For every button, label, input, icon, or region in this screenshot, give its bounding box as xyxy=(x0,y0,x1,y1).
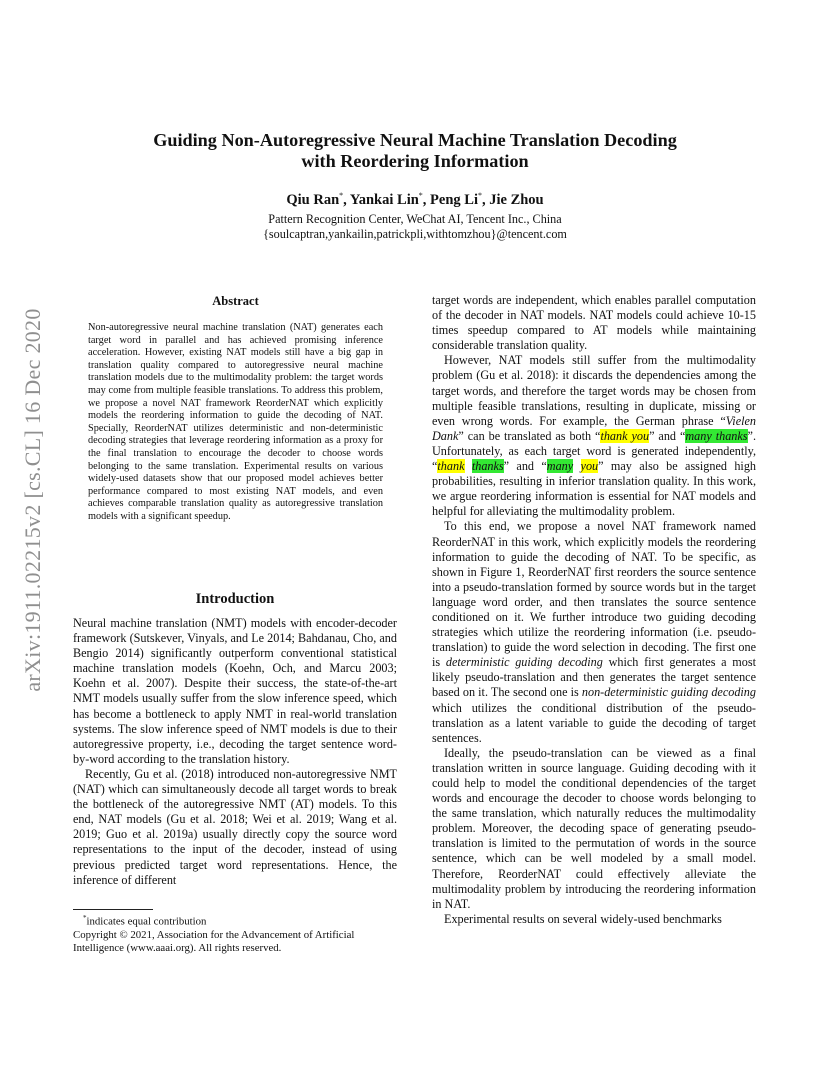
paragraph: Ideally, the pseudo-translation can be viewed as a final translation written in source language. Guiding decoding with it could help to model the conditional dependencies of the target words and encourage the decoder to choose words belonging to the same translation, which naturally reduces the multimodality problem. Moreover, the decoding space of generating pseudo-translation is limited to the permutation of words in the source sentence, which can be well modeled by a small model. Therefore, ReorderNAT could effectively alleviate the multimodality problem by introducing the reordering information in NAT. xyxy=(432,745,756,911)
emphasis: non-deterministic guiding decoding xyxy=(581,685,756,700)
german-phrase: Vielen Dank xyxy=(432,413,756,443)
abstract-heading: Abstract xyxy=(212,294,259,308)
author-name: Qiu Ran xyxy=(286,191,340,208)
author-name: Peng Li xyxy=(430,191,478,208)
affiliation: Pattern Recognition Center, WeChat AI, Tencent Inc., China xyxy=(268,212,562,226)
author-list: Qiu Ran*, Yankai Lin*, Peng Li*, Jie Zhou xyxy=(286,191,544,208)
abstract-text: Non-autoregressive neural machine translation (NAT) generates each target word in parallel and has achieved promising inference acceleration. However, existing NAT models still have a big gap in translation quality compared to autoregressive neural machine translation models due to the multimodality problem: the target words may come from multiple feasible translations. To address this problem, we propose a novel NAT framework ReorderNAT which explicitly models the reordering information to guide the decoding of NAT. Specially, ReorderNAT utilizes deterministic and non-deterministic decoding strategies that leverage reordering information as a proxy for the final translation to encourage the decoder to choose words belonging to the same translation. Experimental results on various widely-used datasets show that our proposed model achieves better performance compared to most existing NAT models, and even achieves comparable translation quality as autoregressive translation models with a significant speedup. xyxy=(88,322,383,522)
footnote-text: indicates equal contribution xyxy=(86,915,207,928)
affiliation-block xyxy=(120,212,710,242)
highlight-yellow: thank you xyxy=(600,428,650,443)
author-name: Yankai Lin xyxy=(349,191,419,208)
paragraph: Neural machine translation (NMT) models with encoder-decoder framework (Sutskever, Vinyals, and Le 2014; Bahdanau, Cho, and Bengio 2014) significantly outperform conventional statistical machine translation models (Koehn, Och, and Marcu 2003; Koehn et al. 2007). Despite their success, the state-of-the-art NMT models usually suffer from the slow inference speed, which has become a bottleneck to apply NMT in real-world translation systems. The slow inference speed of NMT models is due to their autoregressive property, i.e., decoding the target sentence word-by-word according to the translation history. xyxy=(73,616,397,766)
footnote-block: *indicates equal contribution Copyright © 2021, Association for the Advancement of Artificial Intelligence (www.aaai.org). All rights reserved. xyxy=(73,912,397,956)
paper-title: Guiding Non-Autoregressive Neural Machine Translation Decoding with Reordering Information xyxy=(153,130,677,171)
paragraph: target words are independent, which enables parallel computation of the decoder in NAT models. NAT models could achieve 10-15 times speedup compared to AT models while maintaining considerable translation quality. xyxy=(432,293,756,353)
introduction-heading: Introduction xyxy=(195,591,275,607)
paragraph: Experimental results on several widely-used benchmarks xyxy=(444,911,722,926)
highlight-yellow: you xyxy=(580,459,599,474)
author-name: Jie Zhou xyxy=(489,191,544,208)
arxiv-identifier: arXiv:1911.02215v2 [cs.CL] 16 Dec 2020 xyxy=(20,308,45,692)
paragraph: Recently, Gu et al. (2018) introduced non-autoregressive NMT (NAT) which can simultaneously decode all target words to break the bottleneck of the autoregressive NMT (AT) models. To this end, NAT models (Gu et al. 2018; Wei et al. 2019; Wang et al. 2019; Guo et al. 2019a) usually directly copy the source word representations to the input of the decoder, instead of using previous predicted target word representations. Hence, the inference of different xyxy=(73,766,397,887)
highlight-green: thanks xyxy=(471,459,504,474)
author-emails: {soulcaptran,yankailin,patrickpli,withtomzhou}@tencent.com xyxy=(263,227,567,241)
paragraph: However, NAT models still suffer from the multimodality problem (Gu et al. 2018): it discards the dependencies among the target words, and therefore the target words may be chosen from multiple feasible translations, resulting in duplicate, missing or even wrong words. For example, the German phrase “Vielen Dank” can be translated as both “thank you” and “many thanks”. Unfortunately, as each target word is generated independently, “thank thanks” and “many you” may also be assigned high probabilities, resulting in inferior translation quality. In this work, we argue reordering information is essential for NAT models and helpful for alleviating the multimodality problem. xyxy=(432,353,757,519)
highlight-yellow: thank xyxy=(437,459,465,474)
copyright-notice: Copyright © 2021, Association for the Advancement of Artificial Intelligence (www.aaai.org). All rights reserved. xyxy=(73,929,355,955)
emphasis: deterministic guiding decoding xyxy=(445,655,603,670)
footnote-rule xyxy=(73,909,153,910)
right-column-body xyxy=(432,293,756,927)
paragraph: To this end, we propose a novel NAT framework named ReorderNAT in this work, which explicitly models the reordering information to guide the decoding of NAT. To be specific, as shown in Figure 1, ReorderNAT first reorders the source sentence into a pseudo-translation formed by source words but in the target language word order, and then translates the source sentence conditioned on it. We further introduce two guiding decoding strategies which utilize the reordering information (i.e. pseudo-translation) to guide the word selection in decoding. The first one is deterministic guiding decoding which first generates a most likely pseudo-translation and then generates the target sentence based on it. The second one is non-deterministic guiding decoding which utilizes the conditional distribution of the pseudo-translation as a latent variable to guide the decoding of target sentences. xyxy=(432,519,756,745)
highlight-green: many xyxy=(546,459,574,474)
highlight-green: many thanks xyxy=(685,428,748,443)
left-column-body xyxy=(73,616,397,888)
